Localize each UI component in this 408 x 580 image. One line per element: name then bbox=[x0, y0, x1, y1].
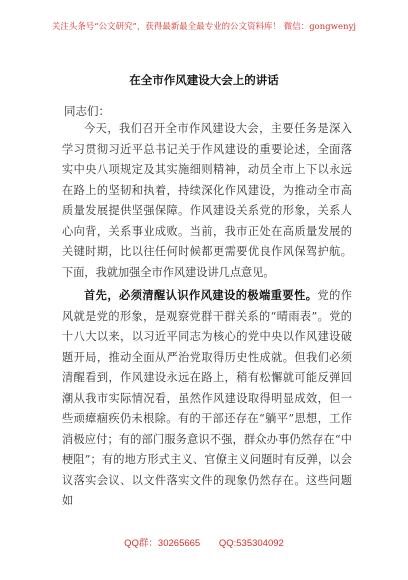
qq-group-number: QQ群：30265665 bbox=[124, 538, 201, 549]
paragraph-lead: 首先，必须清醒认识作风建设的极端重要性。 bbox=[84, 288, 318, 302]
paragraph-text: 今天，我们召开全市作风建设大会，主要任务是深入学习贯彻习近平总书记关于作风建设的重要论述，全面落实中央八项规定及其实施细则精神，动员全市上下以永远在路上的坚韧和执着，持续深化作风建设，为推动全市高质量发展提供坚强保障。作风建设关系党的形象，关系人心向背，关系事业成败。当前，我市正处在高质量发展的关键时期，比以往任何时候都更需要优良作风保驾护航。下面，我就加强全市作风建设讲几点意见。 bbox=[62, 122, 352, 279]
qq-number: QQ:535304092 bbox=[218, 538, 284, 549]
page-title: 在全市作风建设大会上的讲话 bbox=[129, 73, 279, 87]
paragraph-intro bbox=[62, 119, 352, 283]
paragraph-text: 党的作风就是党的形象，是观察党群干群关系的“晴雨表”。党的十八大以来，以习近平同志为核心的党中央以作风建设破题开局，推动全面从严治党取得历史性成就。但我们必须清醒看到，作风建设永远在路上，稍有松懈就可能反弹回潮从我市实际情况看，虽然作风建设取得明显成效，但一些顽瘴痼疾仍未根除。有的干部还存在“躺平”思想，工作消极应付；有的部门服务意识不强，群众办事仍然存在“中梗阻”；有的地方形式主义、官僚主义问题时有反弹，以会议落实会议、以文件落实文件的现象仍然存在。这些问题如 bbox=[62, 289, 352, 507]
header-banner: 关注头条号“公文研究”，获得最新最全最专业的公文资料库！ 微信：gongwenyj bbox=[51, 21, 357, 31]
paragraph-first-point bbox=[62, 285, 352, 512]
footer-contact bbox=[0, 535, 408, 549]
salutation: 同志们： bbox=[64, 104, 110, 118]
